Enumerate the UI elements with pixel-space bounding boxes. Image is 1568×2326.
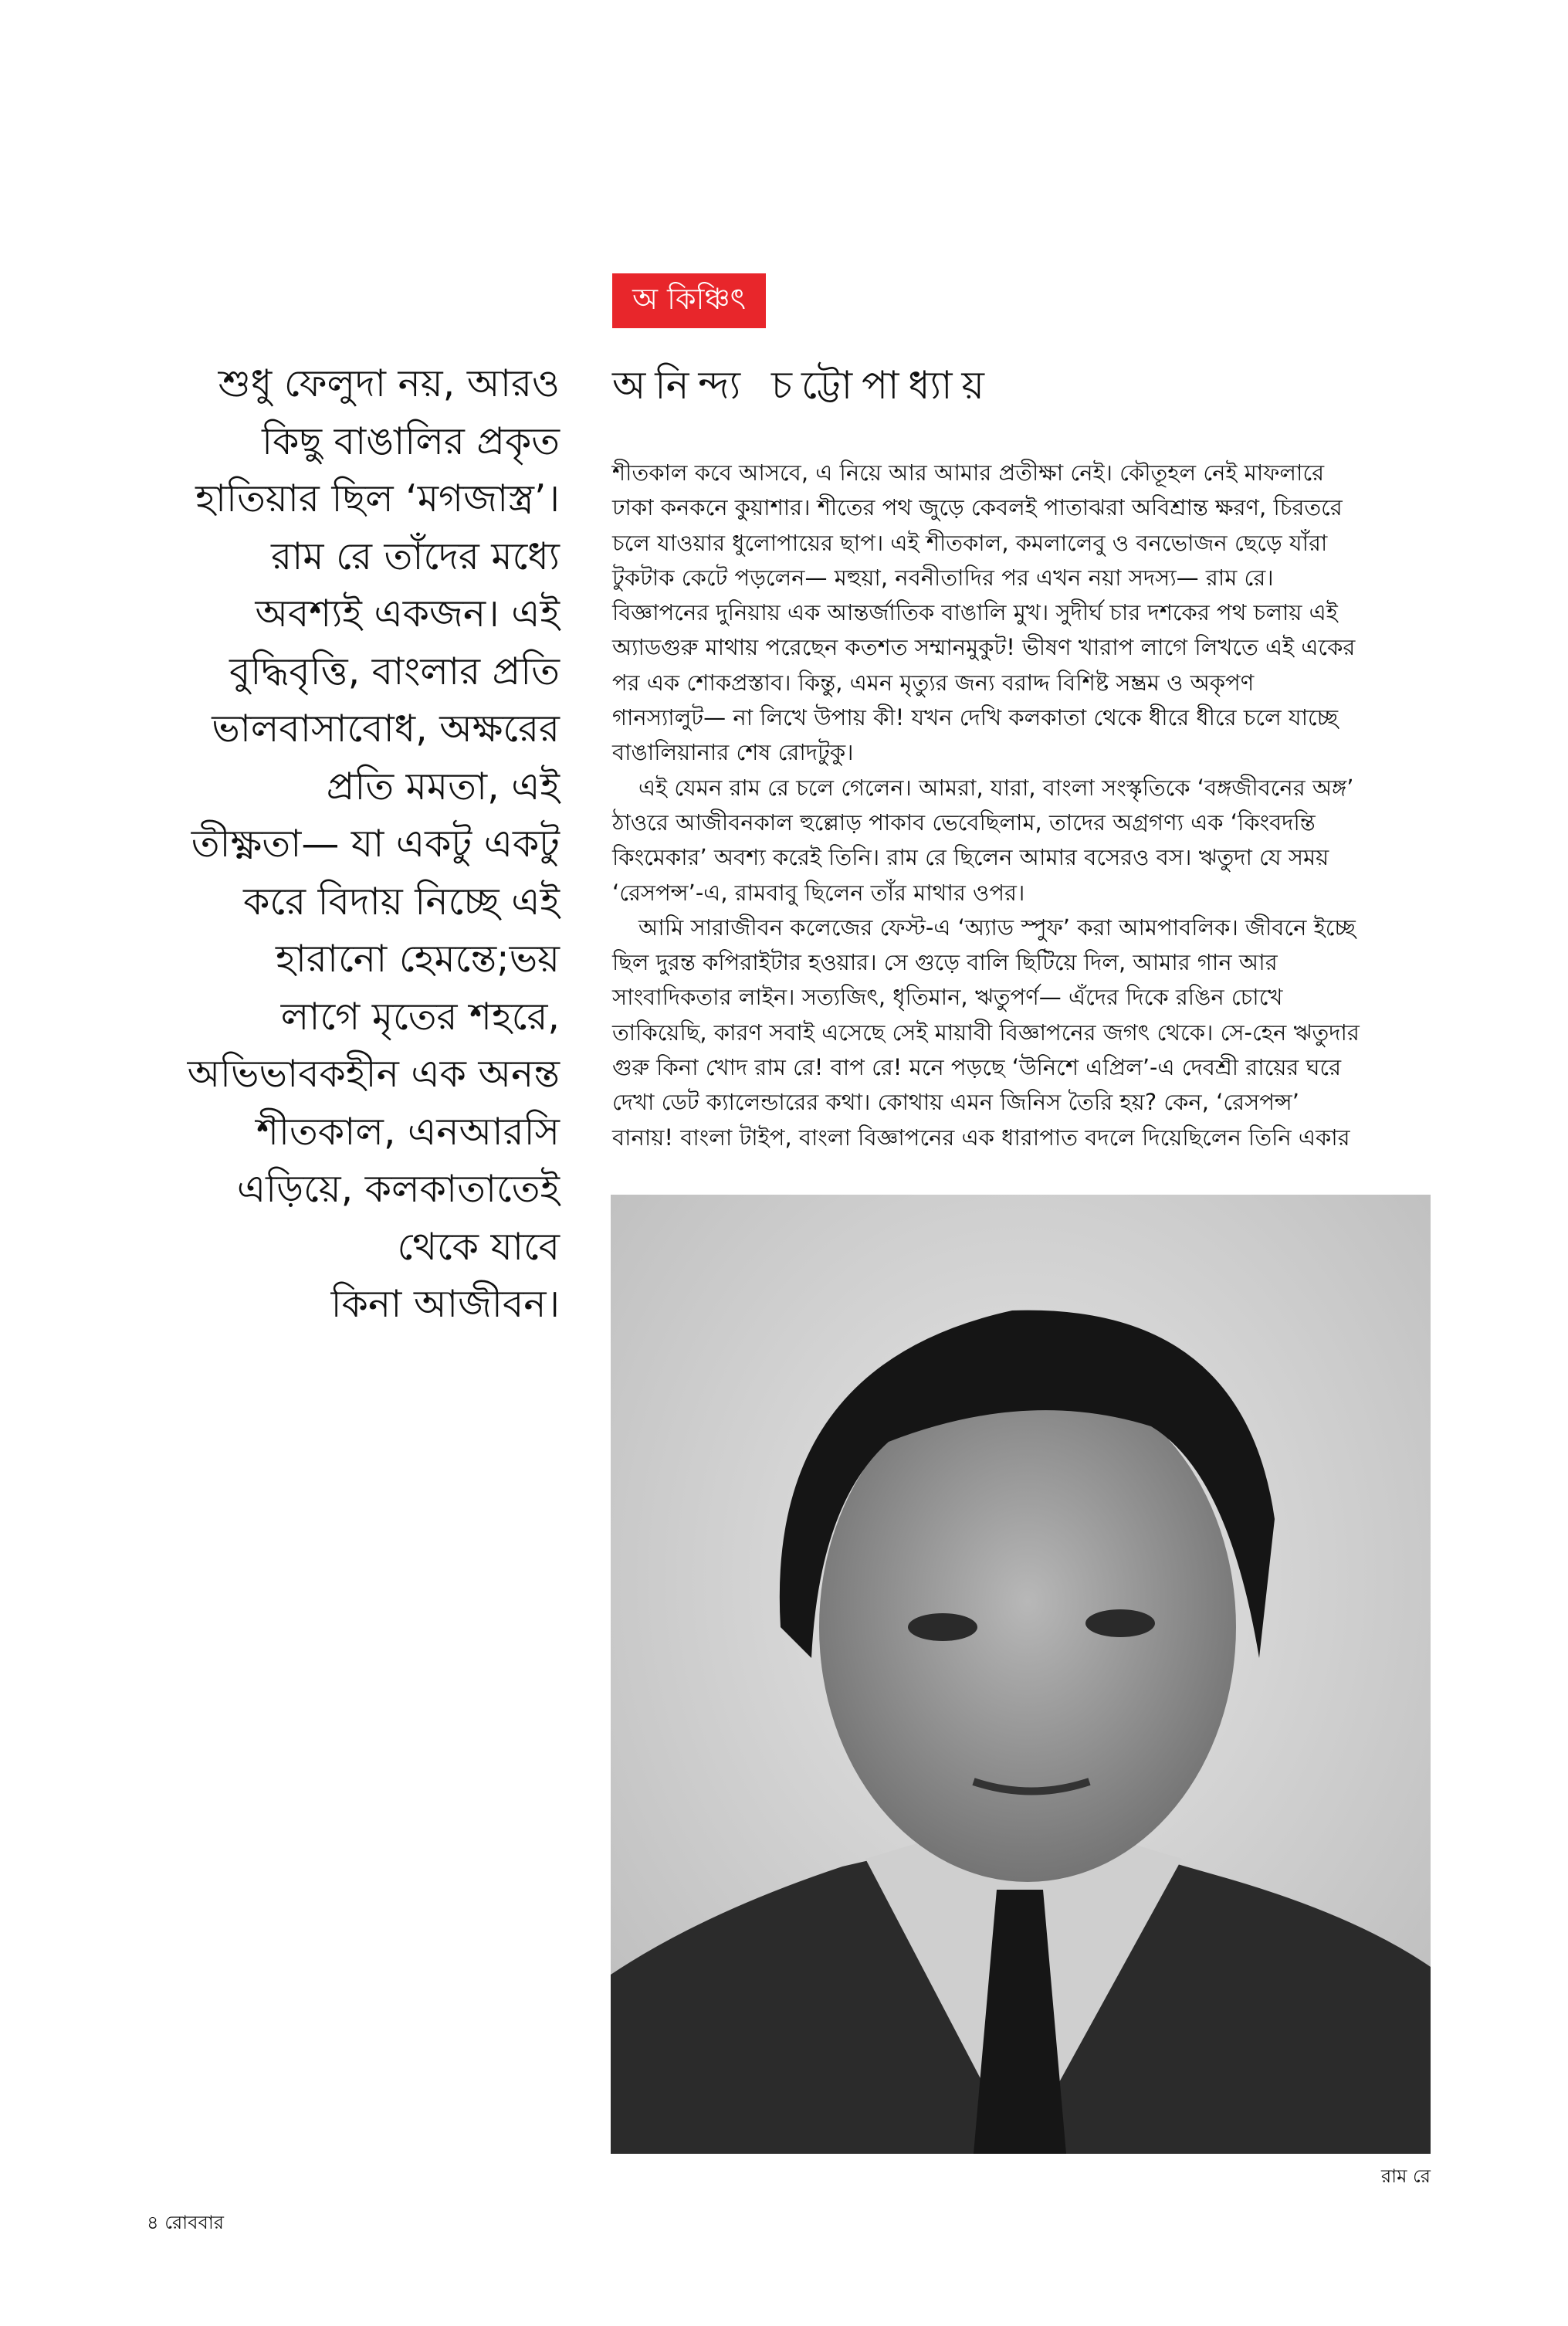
pull-quote-line: বুদ্ধিবৃত্তি, বাংলার প্রতি [229,649,560,693]
pull-quote-line: হারানো হেমন্তে;ভয় [275,937,560,981]
pull-quote-line: কিছু বাঙালির প্রকৃত [262,419,560,463]
body-line: সাংবাদিকতার লাইন। সত্যজিৎ, ধৃতিমান, ঋতুপর্ণ— এঁদের দিকে রঙিন চোখে [612,984,1283,1011]
body-line: এই যেমন রাম রে চলে গেলেন। আমরা, যারা, বাংলা সংস্কৃতিকে ‘বঙ্গজীবনের অঙ্গ’ [638,774,1354,801]
body-line: টুকটাক কেটে পড়লেন— মহুয়া, নবনীতাদির পর এখন নয়া সদস্য— রাম রে। [612,564,1274,591]
pull-quote [116,355,560,1334]
body-line: অ্যাডগুরু মাথায় পরেছেন কতশত সম্মানমুকুট! ভীষণ খারাপ লাগে লিখতে এই একের [612,634,1356,661]
portrait-image [611,1195,1431,2154]
body-line: ঢাকা কনকনে কুয়াশার। শীতের পথ জুড়ে কেবলই পাতাঝরা অবিশ্রান্ত ক্ষরণ, চিরতরে [612,494,1343,521]
body-line: বানায়! বাংলা টাইপ, বাংলা বিজ্ঞাপনের এক ধারাপাত বদলে দিয়েছিলেন তিনি একার [612,1124,1350,1151]
photo-caption: রাম রে [1380,2165,1431,2187]
pull-quote-line: ভালবাসাবোধ, অক্ষরের [212,707,560,751]
page-footer: ৪ রোববার [147,2212,224,2233]
section-badge: অ কিঞ্চিৎ [612,273,766,328]
author-byline: অনিন্দ্য চট্টোপাধ্যায় [612,363,994,408]
pull-quote-line: এড়িয়ে, কলকাতাতেই [236,1167,560,1211]
pull-quote-line: করে বিদায় নিচ্ছে এই [243,879,560,924]
body-line: চলে যাওয়ার ধুলোপায়ের ছাপ। এই শীতকাল, কমলালেবু ও বনভোজন ছেড়ে যাঁরা [612,529,1328,556]
pull-quote-line: থেকে যাবে [397,1224,560,1269]
body-line: ছিল দুরন্ত কপিরাইটার হওয়ার। সে গুড়ে বালি ছিটিয়ে দিল, আমার গান আর [612,949,1278,976]
pull-quote-line: প্রতি মমতা, এই [326,764,560,809]
pull-quote-line: তীক্ষ্ণতা— যা একটু একটু [191,822,560,866]
pull-quote-line: কিনা আজীবন। [330,1282,560,1326]
body-line: আমি সারাজীবন কলেজের ফেস্ট-এ ‘অ্যাড স্পুফ’ করা আমপাবলিক। জীবনে ইচ্ছে [638,914,1356,941]
body-line: গুরু কিনা খোদ রাম রে! বাপ রে! মনে পড়ছে ‘উনিশে এপ্রিল’-এ দেবশ্রী রায়ের ঘরে [612,1054,1342,1081]
body-line: দেখা ডেট ক্যালেন্ডারের কথা। কোথায় এমন জিনিস তৈরি হয়? কেন, ‘রেসপন্স’ [612,1089,1299,1116]
article-body [612,456,1438,1155]
pull-quote-line: রাম রে তাঁদের মধ্যে [271,534,560,578]
pull-quote-line: শুধু ফেলুদা নয়, আরও [218,361,560,405]
pull-quote-line: লাগে মৃতের শহরে, [280,994,560,1039]
body-line: পর এক শোকপ্রস্তাব। কিন্তু, এমন মৃত্যুর জন্য বরাদ্দ বিশিষ্ট সম্ভ্রম ও অকৃপণ [612,669,1255,696]
portrait-photo [611,1195,1431,2154]
body-line: কিংমেকার’ অবশ্য করেই তিনি। রাম রে ছিলেন আমার বসেরও বস। ঋতুদা যে সময় [612,844,1329,871]
body-line: গানস্যালুট— না লিখে উপায় কী! যখন দেখি কলকাতা থেকে ধীরে ধীরে চলে যাচ্ছে [612,704,1339,731]
body-line: তাকিয়েছি, কারণ সবাই এসেছে সেই মায়াবী বিজ্ঞাপনের জগৎ থেকে। সে-হেন ঋতুদার [612,1019,1360,1046]
body-line: ঠাওরে আজীবনকাল হুল্লোড় পাকাব ভেবেছিলাম, তাদের অগ্রগণ্য এক ‘কিংবদন্তি [612,809,1316,836]
body-line: শীতকাল কবে আসবে, এ নিয়ে আর আমার প্রতীক্ষা নেই। কৌতূহল নেই মাফলারে [612,459,1325,486]
body-line: বিজ্ঞাপনের দুনিয়ায় এক আন্তর্জাতিক বাঙালি মুখ। সুদীর্ঘ চার দশকের পথ চলায় এই [612,599,1338,626]
pull-quote-line: অভিভাবকহীন এক অনন্ত [187,1052,560,1096]
pull-quote-line: অবশ্যই একজন। এই [255,592,560,636]
body-line: বাঙালিয়ানার শেষ রোদটুকু। [612,739,854,766]
pull-quote-line: হাতিয়ার ছিল ‘মগজাস্ত্র’। [195,476,560,520]
body-line: ‘রেসপন্স’-এ, রামবাবু ছিলেন তাঁর মাথার ওপর। [612,879,1025,906]
pull-quote-line: শীতকাল, এনআরসি [256,1109,560,1154]
